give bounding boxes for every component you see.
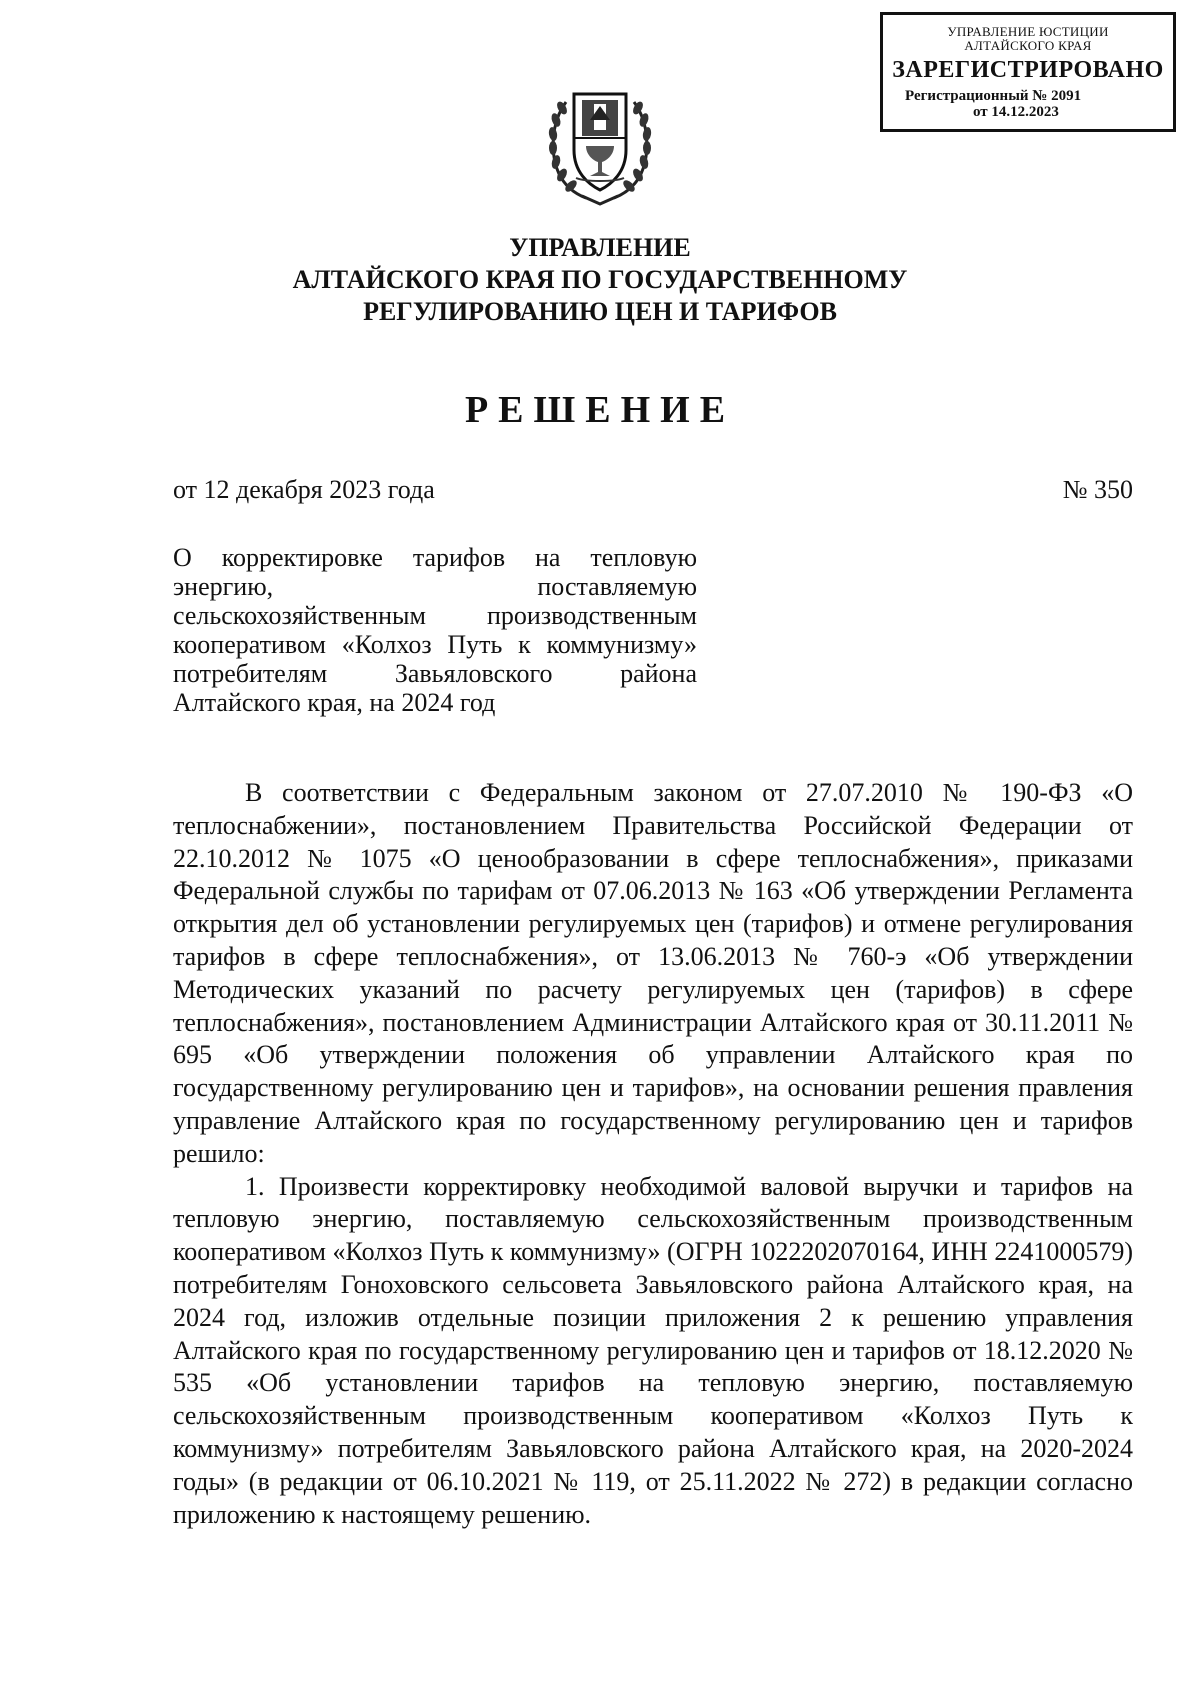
stamp-authority-line1: УПРАВЛЕНИЕ ЮСТИЦИИ <box>947 24 1109 39</box>
stamp-status: ЗАРЕГИСТРИРОВАНО <box>892 57 1164 84</box>
document-subject: О корректировке тарифов на тепловую энергию, поставляемую сельскохозяйственным производственным кооперативом «Колхоз Путь к коммунизму» потребителям Завьяловского района Алтайского края, на 2024 год <box>173 543 697 717</box>
stamp-reg-date: от 14.12.2023 <box>973 104 1059 121</box>
stamp-reg-number: Регистрационный № 2091 <box>905 88 1082 105</box>
registration-stamp <box>880 12 1176 132</box>
header-line3: РЕГУЛИРОВАНИЮ ЦЕН И ТАРИФОВ <box>363 297 837 326</box>
date-number-line <box>173 475 1133 505</box>
stamp-authority-line2: АЛТАЙСКОГО КРАЯ <box>964 37 1092 53</box>
authority-header <box>170 232 1030 328</box>
altai-krai-coat-of-arms-icon <box>546 80 654 208</box>
document-number: № 350 <box>1062 475 1133 504</box>
document-date: от 12 декабря 2023 года <box>173 475 435 504</box>
document-title: РЕШЕНИЕ <box>464 389 736 431</box>
header-line2: АЛТАЙСКОГО КРАЯ ПО ГОСУДАРСТВЕННОМУ <box>292 265 908 294</box>
header-line1: УПРАВЛЕНИЕ <box>509 233 691 262</box>
body-item-1: 1. Произвести корректировку необходимой валовой выручки и тарифов на тепловую энергию, поставляемую сельскохозяйственным производственным кооперативом «Колхоз Путь к коммунизму» (ОГРН 1022202070164, ИНН 2241000579) потребителям Гоноховского сельсовета Завьяловского района Алтайского края, на 2024 год, изложив отдельные позиции приложения 2 к решению управления Алтайского края по государственному регулированию цен и тарифов от 18.12.2020 № 535 «Об установлении тарифов на тепловую энергию, поставляемую сельскохозяйственным производственным кооперативом «Колхоз Путь к коммунизму» потребителям Завьяловского района Алтайского края, на 2020-2024 годы» (в редакции от 06.10.2021 № 119, от 25.11.2022 № 272) в редакции согласно приложению к настоящему решению. <box>173 1171 1133 1529</box>
document-body <box>173 777 1133 1531</box>
body-preamble: В соответствии с Федеральным законом от 27.07.2010 № 190-ФЗ «О теплоснабжении», постановлением Правительства Российской Федерации от 22.10.2012 № 1075 «О ценообразовании в сфере теплоснабжения», приказами Федеральной службы по тарифам от 07.06.2013 № 163 «Об утверждении Регламента открытия дел об установлении регулируемых цен (тарифов) и отмене регулирования тарифов в сфере теплоснабжения», от 13.06.2013 № 760-э «Об утверждении Методических указаний по расчету регулируемых цен (тарифов) в сфере теплоснабжения», постановлением Администрации Алтайского края от 30.11.2011 № 695 «Об утверждении положения об управлении Алтайского края по государственному регулированию цен и тарифов», на основании решения правления управление Алтайского края по государственному регулированию цен и тарифов решило: <box>173 778 1133 1168</box>
